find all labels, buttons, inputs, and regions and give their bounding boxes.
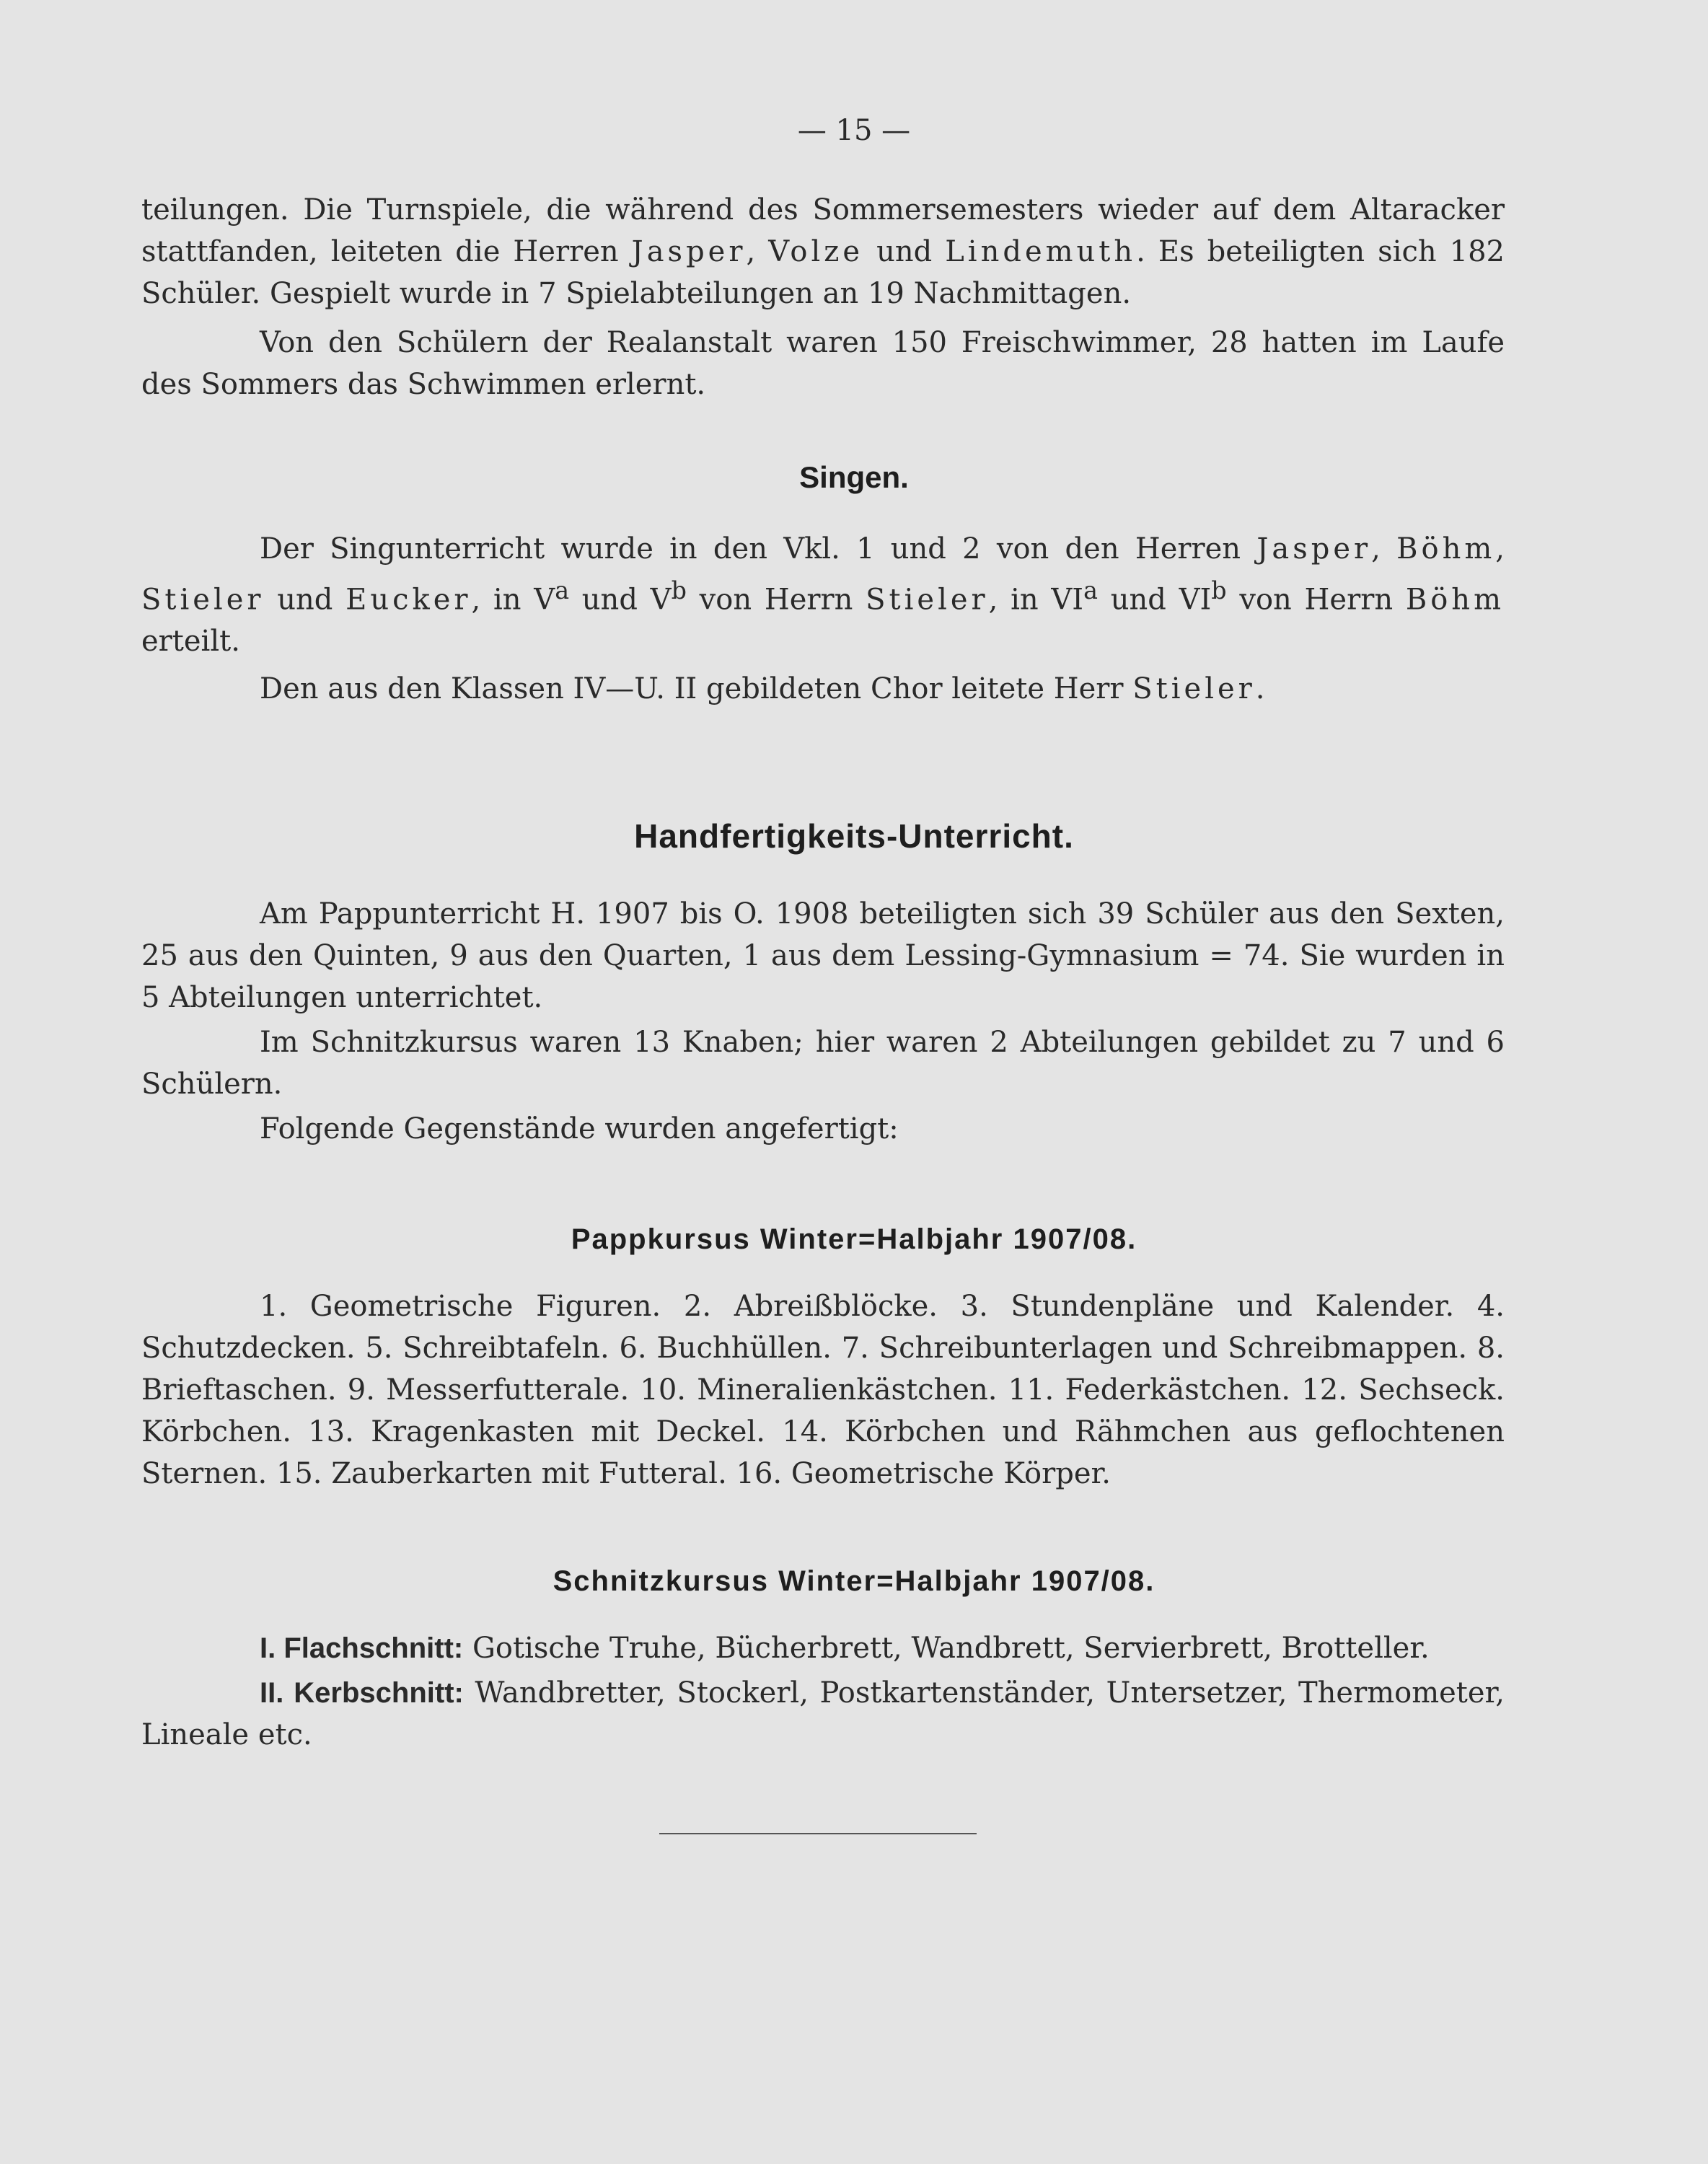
page-number: — 15 — bbox=[797, 114, 911, 147]
flachschnitt-label: I. Flachschnitt: bbox=[260, 1632, 464, 1664]
hand-paragraph-2: Im Schnitzkursus waren 13 Knaben; hier waren 2 Abteilungen gebildet zu 7 und 6 Schülern. bbox=[141, 1026, 1505, 1101]
singen-paragraph-2: Den aus den Klassen IV—U. II gebildeten Chor leitete Herr Stieler. bbox=[260, 672, 1265, 706]
papp-list-paragraph: 1. Geometrische Figuren. 2. Abreißblöcke. 3. Stundenpläne und Kalender. 4. Schutzdecken. 5. Schreibtafeln. 6. Buchhüllen. 7. Schreibunterlagen und Schreibmappen. 8. Brieftaschen. 9. Messerfutterale. 10. Mineralienkästchen. 11. Federkästchen. 12. Sechseck. Körbchen. 13. Kragenkasten mit Deckel. 14. Körbchen und Rähmchen aus geflochtenen Sternen. 15. Zauberkarten mit Futteral. 16. Geometrische Körper. bbox=[141, 1290, 1505, 1490]
schnitz-item-flachschnitt: I. Flachschnitt: Gotische Truhe, Bücherbrett, Wandbrett, Servierbrett, Brotteller. bbox=[260, 1632, 1430, 1665]
heading-handfertigkeits-unterricht: Handfertigkeits-Unterricht. bbox=[634, 817, 1074, 855]
hand-paragraph-1: Am Pappunterricht H. 1907 bis O. 1908 beteiligten sich 39 Schüler aus den Sexten, 25 aus den Quinten, 9 aus den Quarten, 1 aus dem Lessing-Gymnasium = 74. Sie wurden in 5 Abteilungen unterrichtet. bbox=[141, 897, 1505, 1014]
papp-section bbox=[141, 1285, 1505, 1495]
singen-section bbox=[141, 528, 1505, 710]
heading-singen: Singen. bbox=[799, 460, 909, 494]
hand-paragraph-3: Folgende Gegenstände wurden angefertigt: bbox=[260, 1112, 899, 1145]
heading-pappkursus: Pappkursus Winter=Halbjahr 1907/08. bbox=[571, 1223, 1137, 1255]
heading-schnitzkursus: Schnitzkursus Winter=Halbjahr 1907/08. bbox=[553, 1565, 1155, 1597]
intro-paragraph-2: Von den Schülern der Realanstalt waren 150 Freischwimmer, 28 hatten im Laufe des Sommers das Schwimmen erlernt. bbox=[141, 326, 1505, 401]
closing-rule bbox=[659, 1833, 977, 1834]
intro-section bbox=[141, 189, 1505, 405]
hand-section bbox=[141, 893, 1505, 1150]
singen-paragraph-1: Der Singunterricht wurde in den Vkl. 1 und 2 von den Herren Jasper, Böhm, Stieler und Eucker, in $V^a$ und $V^b$ von Herrn Stieler, in $VI^a$ und $VI^b$ von Herrn Böhm erteilt. bbox=[141, 532, 1505, 659]
kerbschnitt-label: II. Kerbschnitt: bbox=[260, 1677, 464, 1709]
schnitz-item-kerbschnitt: II. Kerbschnitt: Wandbretter, Stockerl, Postkartenständer, Untersetzer, Thermometer, Lineale etc. bbox=[141, 1676, 1505, 1751]
schnitz-section bbox=[141, 1627, 1505, 1756]
intro-paragraph-1: teilungen. Die Turnspiele, die während des Sommersemesters wieder auf dem Altaracker stattfanden, leiteten die Herren Jasper, Volze und Lindemuth. Es beteiligten sich 182 Schüler. Gespielt wurde in 7 Spielabteilungen an 19 Nachmittagen. bbox=[141, 193, 1505, 310]
